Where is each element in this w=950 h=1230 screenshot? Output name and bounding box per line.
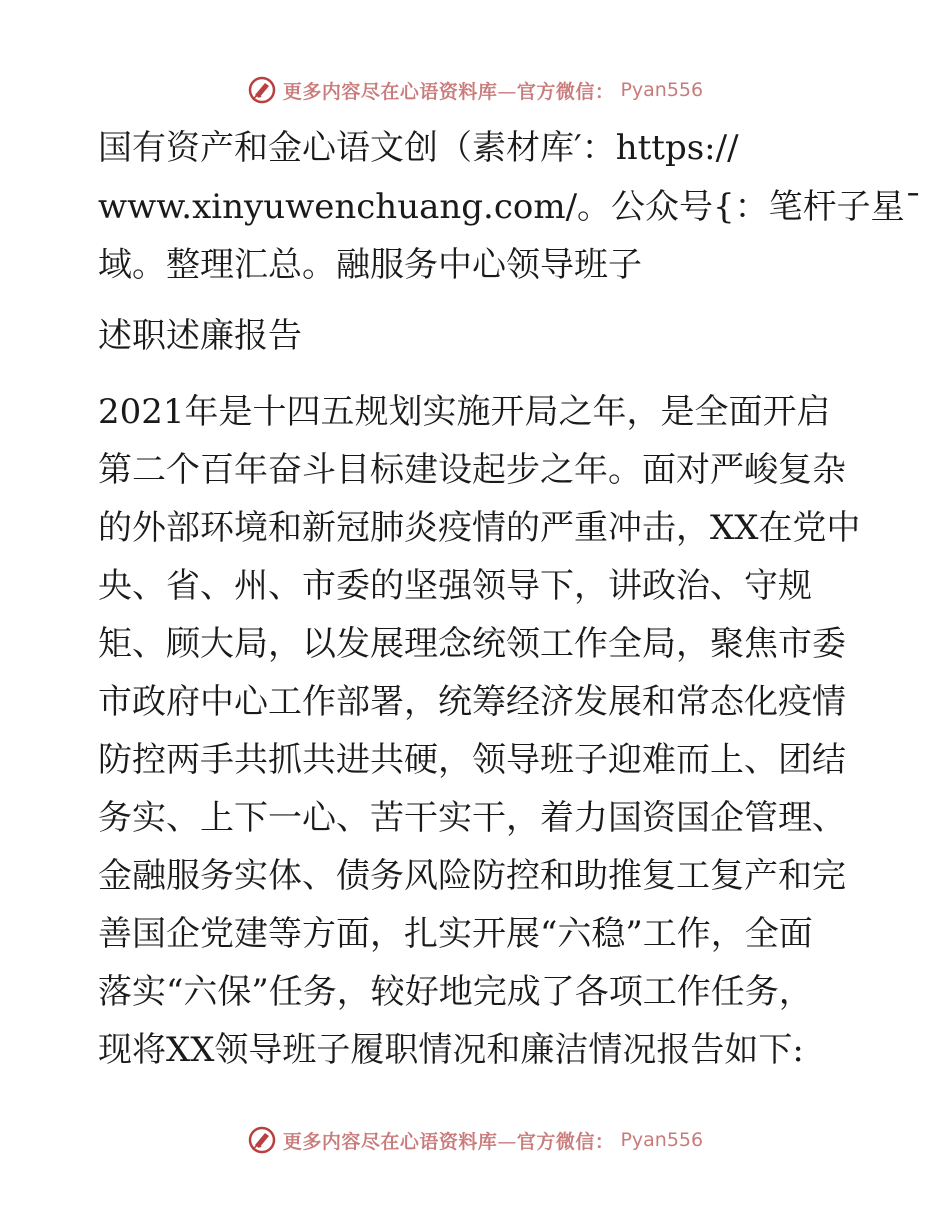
text-line: 防控两手共抓共进共硬，领导班子迎难而上、团结 [98, 740, 846, 780]
text-line: 域。整理汇总。融服务中心领导班子 [98, 245, 642, 285]
text-line: www.xinyuwenchuang.com/。公众号{：笔杆子星¯ [98, 187, 922, 227]
text-line: 善国企党建等方面，扎实开展“六稳”工作，全面 [98, 914, 813, 954]
brand-logo-icon [247, 1125, 277, 1155]
text-line: 第二个百年奋斗目标建设起步之年。面对严峻复杂 [98, 450, 846, 490]
footer-watermark [0, 1120, 950, 1160]
text-line: 矩、顾大局，以发展理念统领工作全局，聚焦市委 [98, 624, 846, 664]
text-line: 2021年是十四五规划实施开局之年，是全面开启 [98, 392, 831, 432]
text-line: 央、省、州、市委的坚强领导下，讲政治、守规 [98, 566, 812, 606]
header-watermark [0, 70, 950, 110]
section-title: 述职述廉报告 [98, 316, 302, 356]
text-line: 的外部环境和新冠肺炎疫情的严重冲击，XX在党中 [98, 508, 861, 548]
watermark-text: 更多内容尽在心语资料库—官方微信： [282, 1130, 615, 1153]
text-line: 落实“六保”任务，较好地完成了各项工作任务， [98, 972, 813, 1012]
text-line: 现将XX领导班子履职情况和廉洁情况报告如下: [98, 1030, 804, 1070]
watermark-wechat-id: Pyan556 [620, 79, 704, 101]
brand-logo-icon [247, 75, 277, 105]
text-line: 金融服务实体、债务风险防控和助推复工复产和完 [98, 856, 846, 896]
text-line: 市政府中心工作部署，统筹经济发展和常态化疫情 [98, 682, 846, 722]
text-line: 务实、上下一心、苦干实干，着力国资国企管理、 [98, 798, 846, 838]
text-line: 国有资产和金心语文创（素材库′：https:// [98, 128, 739, 168]
watermark-text: 更多内容尽在心语资料库—官方微信： [282, 80, 615, 103]
watermark-wechat-id: Pyan556 [620, 1129, 704, 1151]
